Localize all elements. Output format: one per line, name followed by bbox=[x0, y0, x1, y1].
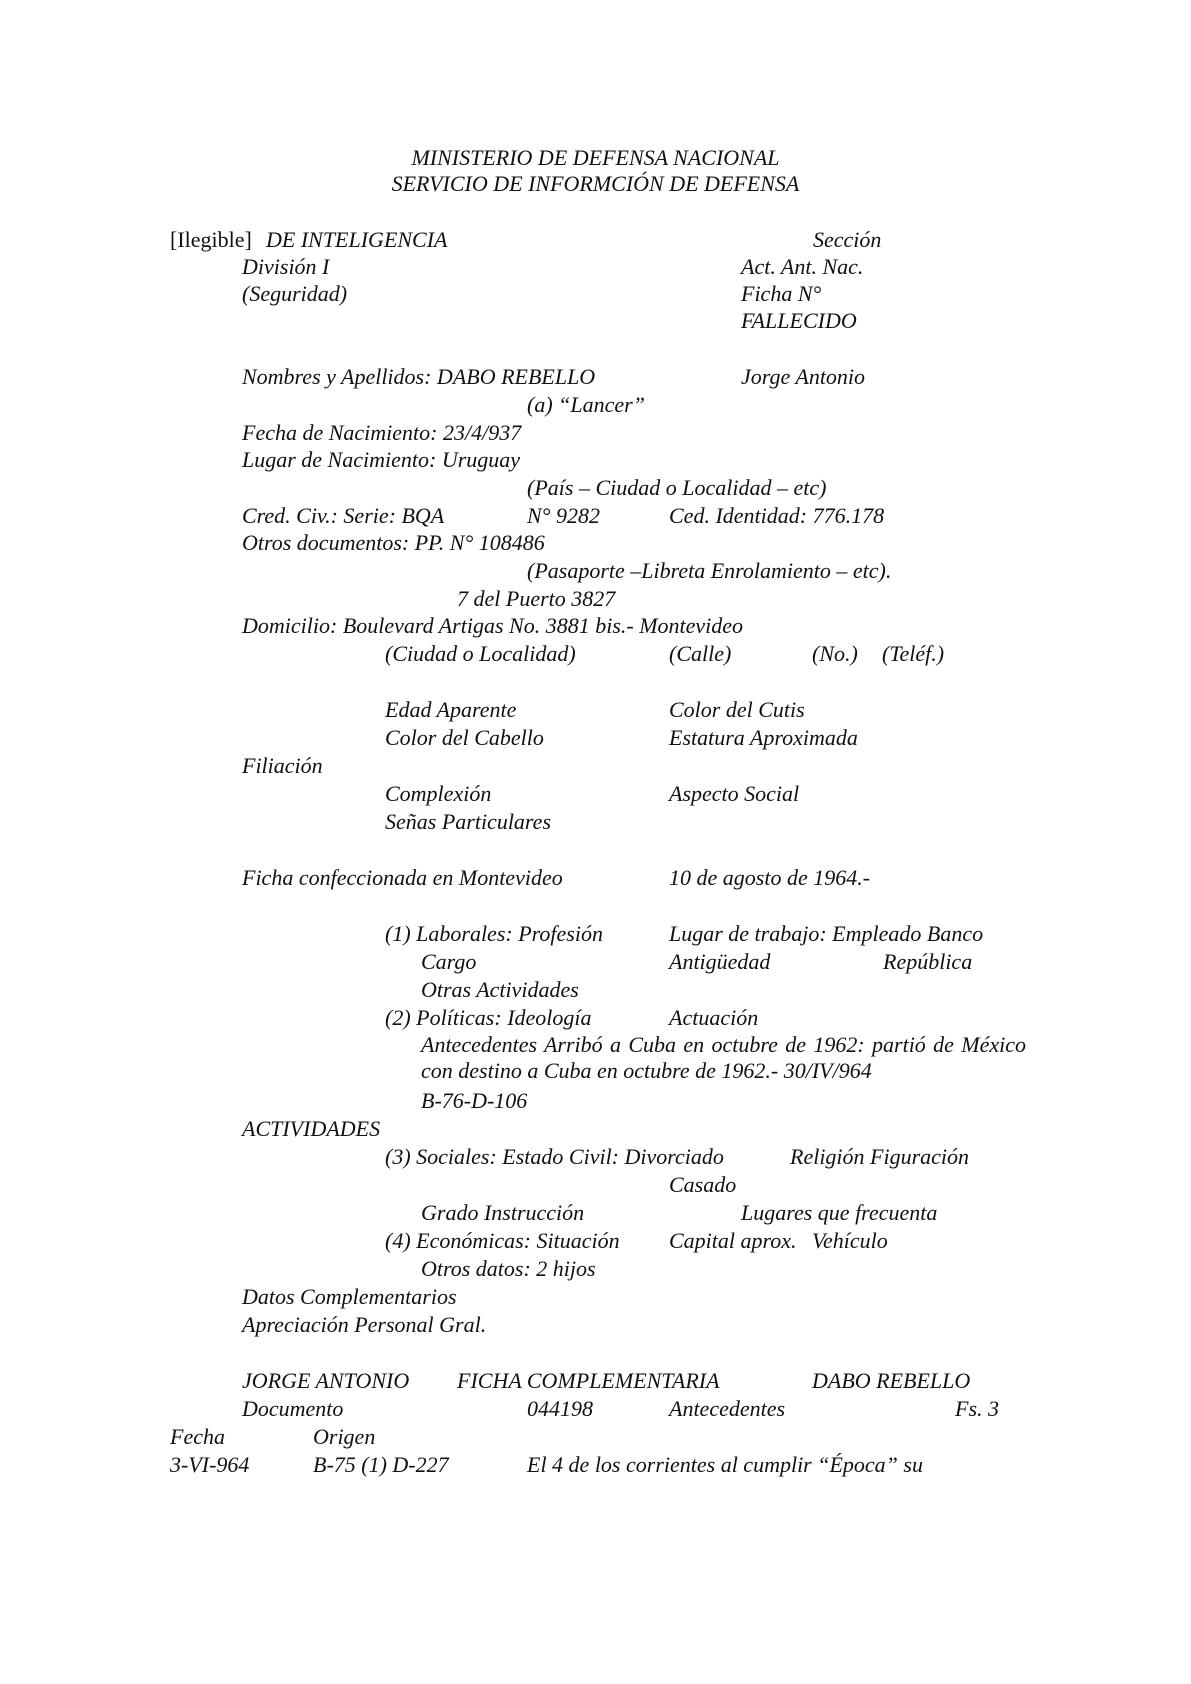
cred-civ: Cred. Civ.: Serie: BQA bbox=[242, 503, 445, 528]
other-documents-hint: (Pasaporte –Libreta Enrolamiento – etc). bbox=[527, 558, 892, 583]
section-label: Sección bbox=[813, 227, 882, 252]
domicilio-hint-phone: (Teléf.) bbox=[882, 641, 945, 666]
economicas-situacion: (4) Económicas: Situación bbox=[385, 1228, 620, 1253]
antecedentes-text: Antecedentes Arribó a Cuba en octubre de 1962: partió de México con destino a Cuba en octubre de 1962.- 30/IV/964 bbox=[421, 1032, 1026, 1083]
fc-last-name: DABO REBELLO bbox=[812, 1368, 971, 1393]
fc-title: FICHA COMPLEMENTARIA bbox=[457, 1368, 720, 1393]
antiguedad: Antigüedad bbox=[669, 949, 771, 974]
otras-actividades: Otras Actividades bbox=[421, 977, 579, 1002]
fc-origen-header: Origen bbox=[313, 1424, 376, 1449]
fc-documento-number: 044198 bbox=[527, 1396, 593, 1421]
actividades-label: ACTIVIDADES bbox=[242, 1116, 381, 1141]
given-names: Jorge Antonio bbox=[741, 364, 866, 389]
complexion: Complexión bbox=[385, 781, 492, 806]
alias: (a) “Lancer” bbox=[527, 392, 645, 417]
estatura: Estatura Aproximada bbox=[669, 725, 858, 750]
edad-aparente: Edad Aparente bbox=[385, 697, 517, 722]
status-fallecido: FALLECIDO bbox=[741, 308, 857, 333]
birth-place: Lugar de Nacimiento: Uruguay bbox=[242, 447, 521, 472]
color-cutis: Color del Cutis bbox=[669, 697, 805, 722]
lugares-frecuenta: Lugares que frecuenta bbox=[741, 1200, 938, 1225]
address-extra: 7 del Puerto 3827 bbox=[457, 586, 616, 611]
fc-row-date: 3-VI-964 bbox=[170, 1452, 250, 1477]
sociales-estado-civil: (3) Sociales: Estado Civil: Divorciado bbox=[385, 1144, 724, 1169]
color-cabello: Color del Cabello bbox=[385, 725, 544, 750]
ficha-date: 10 de agosto de 1964.- bbox=[669, 865, 871, 890]
fc-documento-label: Documento bbox=[242, 1396, 344, 1421]
aspecto-social: Aspecto Social bbox=[669, 781, 800, 806]
apreciacion-personal: Apreciación Personal Gral. bbox=[242, 1312, 487, 1337]
lugar-trabajo: Lugar de trabajo: Empleado Banco bbox=[669, 921, 984, 946]
laborales-profesion: (1) Laborales: Profesión bbox=[385, 921, 603, 946]
cred-number: N° 9282 bbox=[527, 503, 600, 528]
fc-fs: Fs. 3 bbox=[955, 1396, 999, 1421]
ficha-number-label: Ficha N° bbox=[741, 281, 822, 306]
fc-first-name: JORGE ANTONIO bbox=[242, 1368, 410, 1393]
department-name: DE INTELIGENCIA bbox=[266, 227, 448, 252]
capital-aprox: Capital aprox. bbox=[669, 1228, 797, 1253]
senas-particulares: Señas Particulares bbox=[385, 809, 551, 834]
ced-identidad: Ced. Identidad: 776.178 bbox=[669, 503, 885, 528]
fc-row-text: El 4 de los corrientes al cumplir “Época” su bbox=[527, 1452, 923, 1477]
politicas-ideologia: (2) Políticas: Ideología bbox=[385, 1005, 592, 1030]
seguridad-label: (Seguridad) bbox=[242, 281, 348, 306]
casado: Casado bbox=[669, 1172, 737, 1197]
names-field: Nombres y Apellidos: DABO REBELLO bbox=[242, 364, 596, 389]
other-documents: Otros documentos: PP. N° 108486 bbox=[242, 530, 545, 555]
domicilio: Domicilio: Boulevard Artigas No. 3881 bis.- Montevideo bbox=[242, 613, 744, 638]
service-title: SERVICIO DE INFORMCIÓN DE DEFENSA bbox=[391, 171, 800, 196]
ficha-made-in: Ficha confeccionada en Montevideo bbox=[242, 865, 563, 890]
otros-datos: Otros datos: 2 hijos bbox=[421, 1256, 596, 1281]
illegible-marker: [Ilegible] bbox=[170, 227, 252, 252]
vehiculo: Vehículo bbox=[812, 1228, 888, 1253]
birth-date: Fecha de Nacimiento: 23/4/937 bbox=[242, 420, 522, 445]
antecedentes-ref: B-76-D-106 bbox=[421, 1088, 528, 1113]
filiacion-label: Filiación bbox=[242, 753, 323, 778]
domicilio-hint-street: (Calle) bbox=[669, 641, 732, 666]
religion-figuracion: Religión Figuración bbox=[790, 1144, 970, 1169]
division-label: División I bbox=[242, 254, 330, 279]
cargo: Cargo bbox=[421, 949, 477, 974]
fc-fecha-header: Fecha bbox=[170, 1424, 225, 1449]
datos-complementarios: Datos Complementarios bbox=[242, 1284, 457, 1309]
grado-instruccion: Grado Instrucción bbox=[421, 1200, 585, 1225]
republica: República bbox=[883, 949, 973, 974]
act-ant-nac-label: Act. Ant. Nac. bbox=[741, 254, 864, 279]
actuacion: Actuación bbox=[669, 1005, 759, 1030]
fc-row-origen: B-75 (1) D-227 bbox=[313, 1452, 449, 1477]
birth-place-hint: (País – Ciudad o Localidad – etc) bbox=[527, 475, 827, 500]
fc-antecedentes-label: Antecedentes bbox=[669, 1396, 786, 1421]
domicilio-hint-city: (Ciudad o Localidad) bbox=[385, 641, 576, 666]
ministry-title: MINISTERIO DE DEFENSA NACIONAL bbox=[411, 145, 780, 170]
domicilio-hint-number: (No.) bbox=[812, 641, 858, 666]
